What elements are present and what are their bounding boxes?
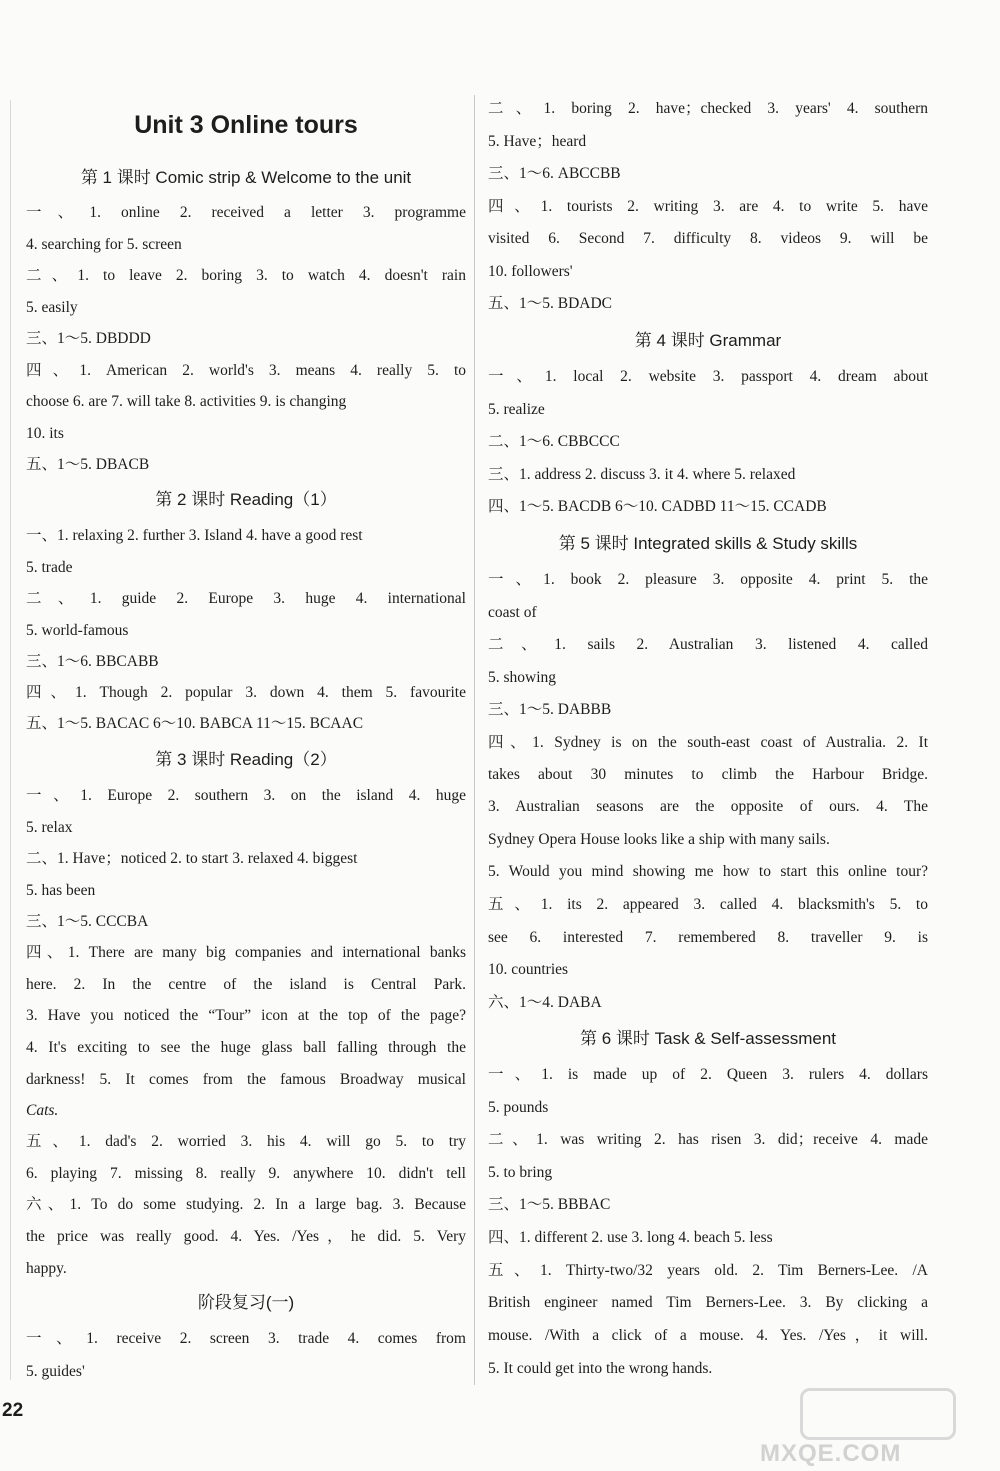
answer-line: here. 2. In the centre of the island is Central Park. <box>26 976 466 993</box>
answer-line: 三、1. address 2. discuss 3. it 4. where 5. relaxed <box>488 466 796 483</box>
answer-line: 一、1. online 2. received a letter 3. programme <box>26 204 466 221</box>
answer-line: 五、1～5. BACAC 6～10. BABCA 11～15. BCAAC <box>26 715 364 732</box>
answer-line: 四、1. different 2. use 3. long 4. beach 5. less <box>488 1229 773 1246</box>
answer-line: 三、1～5. BBBAC <box>488 1196 611 1213</box>
answer-line: 二、1. boring 2. have；checked 3. years' 4. southern <box>488 100 928 117</box>
answer-line: 六、1. To do some studying. 2. In a large bag. 3. Because <box>26 1196 466 1213</box>
answer-line: 二、1. guide 2. Europe 3. huge 4. international <box>26 590 466 607</box>
answer-line: 三、1～6. BBCABB <box>26 653 159 670</box>
answer-line: 5. guides' <box>26 1363 85 1380</box>
answer-line: 6. playing 7. missing 8. really 9. anywhere 10. didn't tell <box>26 1165 466 1182</box>
answer-line: 3. Have you noticed the “Tour” icon at the top of the page? <box>26 1007 466 1024</box>
answer-line: darkness! 5. It comes from the famous Broadway musical <box>26 1071 466 1088</box>
column-divider <box>474 95 475 1385</box>
answer-line: 三、1～6. ABCCBB <box>488 165 621 182</box>
answer-line: Cats. <box>26 1102 59 1119</box>
section-heading: 阶段复习(一) <box>197 1293 295 1312</box>
answer-line: 五、1. its 2. appeared 3. called 4. blacksmith's 5. to <box>488 896 928 913</box>
answer-line: 10. countries <box>488 961 569 978</box>
answer-line: choose 6. are 7. will take 8. activities 9. is changing <box>26 393 347 410</box>
unit-title: Unit 3 Online tours <box>134 111 358 139</box>
answer-line: 六、1～4. DABA <box>488 994 602 1011</box>
answer-line: 五、1～5. BDADC <box>488 295 613 312</box>
answer-line: 5. world-famous <box>26 622 129 639</box>
section-heading: 第 5 课时 Integrated skills & Study skills <box>558 534 858 553</box>
answer-line: 5. Would you mind showing me how to start this online tour? <box>488 863 928 880</box>
answer-line: 5. realize <box>488 401 545 418</box>
answer-line: 10. its <box>26 425 64 442</box>
answer-line: 二、1. was writing 2. has risen 3. did；receive 4. made <box>488 1131 928 1148</box>
answer-line: 4. searching for 5. screen <box>26 236 182 253</box>
answer-line: see 6. interested 7. remembered 8. traveller 9. is <box>488 929 928 946</box>
answer-line: 5. pounds <box>488 1099 549 1116</box>
answer-line: 二、1. sails 2. Australian 3. listened 4. called <box>488 636 928 653</box>
answer-line: 一、1. book 2. pleasure 3. opposite 4. print 5. the <box>488 571 928 588</box>
answer-line: 四、1. tourists 2. writing 3. are 4. to write 5. have <box>488 198 928 215</box>
section-heading: 第 2 课时 Reading（1） <box>155 490 337 509</box>
answer-line: 5. showing <box>488 669 557 686</box>
answer-line: 三、1～5. DABBB <box>488 701 612 718</box>
answer-line: 10. followers' <box>488 263 573 280</box>
answer-line: Sydney Opera House looks like a ship with many sails. <box>488 831 830 848</box>
answer-line: happy. <box>26 1260 67 1277</box>
answer-line: 3. Australian seasons are the opposite of ours. 4. The <box>488 798 928 815</box>
answer-line: visited 6. Second 7. difficulty 8. videos 9. will be <box>488 230 928 247</box>
answer-line: 4. It's exciting to see the huge glass ball falling through the <box>26 1039 466 1056</box>
answer-line: 三、1～5. DBDDD <box>26 330 151 347</box>
answer-line: 四、1～5. BACDB 6～10. CADBD 11～15. CCADB <box>488 498 827 515</box>
answer-line: 五、1. dad's 2. worried 3. his 4. will go 5. to try <box>26 1133 466 1150</box>
section-heading: 第 3 课时 Reading（2） <box>155 750 337 769</box>
answer-line: the price was really good. 4. Yes. /Yes，he did. 5. Very <box>26 1228 466 1245</box>
answer-line: 三、1～5. CCCBA <box>26 913 149 930</box>
answer-line: 5. has been <box>26 882 96 899</box>
answer-line: takes about 30 minutes to climb the Harbour Bridge. <box>488 766 928 783</box>
answer-line: 四、1. American 2. world's 3. means 4. really 5. to <box>26 362 466 379</box>
answer-line: 一、1. Europe 2. southern 3. on the island 4. huge <box>26 787 466 804</box>
watermark-mark <box>800 1388 956 1440</box>
answer-line: 5. easily <box>26 299 78 316</box>
answer-line: 二、1. Have；noticed 2. to start 3. relaxed 4. biggest <box>26 850 358 867</box>
answer-line: 四、1. Though 2. popular 3. down 4. them 5. favourite <box>26 684 466 701</box>
answer-line: 四、1. There are many big companies and international banks <box>26 944 466 961</box>
section-heading: 第 4 课时 Grammar <box>634 331 782 350</box>
answer-line: mouse. /With a click of a mouse. 4. Yes. /Yes，it will. <box>488 1327 928 1344</box>
answer-line: 5. It could get into the wrong hands. <box>488 1360 713 1377</box>
answer-line: 5. Have；heard <box>488 133 587 150</box>
section-heading: 第 1 课时 Comic strip & Welcome to the unit <box>80 168 412 187</box>
answer-line: 二、1～6. CBBCCC <box>488 433 620 450</box>
answer-line: 五、1～5. DBACB <box>26 456 150 473</box>
section-heading: 第 6 课时 Task & Self-assessment <box>579 1029 837 1048</box>
answer-line: 5. trade <box>26 559 73 576</box>
answer-line: 一、1. is made up of 2. Queen 3. rulers 4. dollars <box>488 1066 928 1083</box>
answer-line: 二、1. to leave 2. boring 3. to watch 4. doesn't rain <box>26 267 466 284</box>
answer-line: coast of <box>488 604 537 621</box>
watermark-logo <box>760 1388 990 1468</box>
watermark-text: MXQE.COM <box>760 1440 902 1467</box>
answer-line: 五、1. Thirty-two/32 years old. 2. Tim Berners-Lee. /A <box>488 1262 928 1279</box>
answer-line: 5. relax <box>26 819 73 836</box>
page-number: 22 <box>2 1400 24 1421</box>
answer-line: 一、1. local 2. website 3. passport 4. dream about <box>488 368 928 385</box>
answer-line: British engineer named Tim Berners-Lee. 3. By clicking a <box>488 1294 928 1311</box>
answer-line: 5. to bring <box>488 1164 553 1181</box>
left-margin-rule <box>10 100 11 1380</box>
answer-line: 四、1. Sydney is on the south-east coast of Australia. 2. It <box>488 734 928 751</box>
answer-line: 一、1. relaxing 2. further 3. Island 4. have a good rest <box>26 527 363 544</box>
answer-line: 一、1. receive 2. screen 3. trade 4. comes from <box>26 1330 466 1347</box>
